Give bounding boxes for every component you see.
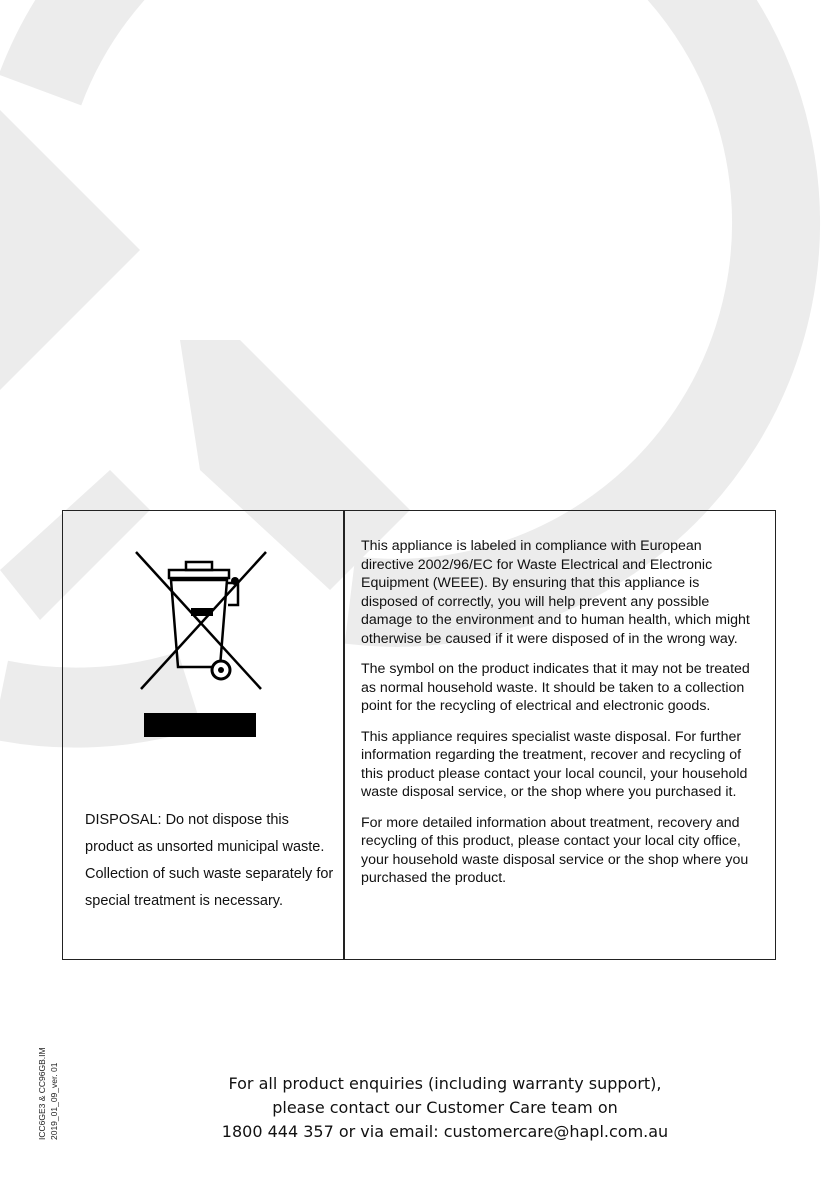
weee-paragraph-symbol: The symbol on the product indicates that it may not be treated as normal household waste. It should be taken to a collection point for the recycling of electrical and electronic goods. xyxy=(361,661,750,714)
document-reference xyxy=(36,1047,60,1140)
weee-symbol-panel xyxy=(63,511,345,959)
document-version: 2019_01_09_ver. 01 xyxy=(49,1062,59,1140)
crossed-out-wheelie-bin-icon xyxy=(131,547,271,697)
document-model-code: ICC6GE3 & CC96GB.IM xyxy=(37,1047,47,1140)
contact-line-2: please contact our Customer Care team on xyxy=(272,1098,618,1117)
weee-info-column xyxy=(345,511,775,959)
weee-paragraph-more-info: For more detailed information about treatment, recovery and recycling of this product, please contact your local city office, your household waste disposal service or the shop where you purchased the product. xyxy=(361,814,749,886)
marking-bar xyxy=(144,713,256,737)
customer-care-contact xyxy=(120,1072,770,1144)
contact-line-1: For all product enquiries (including warranty support), xyxy=(228,1074,662,1093)
contact-line-3: 1800 444 357 or via email: customercare@hapl.com.au xyxy=(221,1122,669,1141)
weee-paragraph-directive: This appliance is labeled in compliance with European directive 2002/96/EC for Waste Electrical and Electronic Equipment (WEEE). By ensuring that this appliance is disposed of correctly, you will help prevent any possible damage to the environment and to human health, which might otherwise be caused if it were disposed of in the wrong way. xyxy=(361,538,750,647)
disposal-note: DISPOSAL: Do not dispose this product as unsorted municipal waste. Collection of such waste separately for special treatment is necessary. xyxy=(85,812,334,909)
weee-disposal-box xyxy=(62,510,776,960)
weee-paragraph-specialist: This appliance requires specialist waste disposal. For further information regarding the treatment, recover and recycling of this product please contact your local council, your household waste disposal service, or the shop where you purchased it. xyxy=(361,728,748,800)
